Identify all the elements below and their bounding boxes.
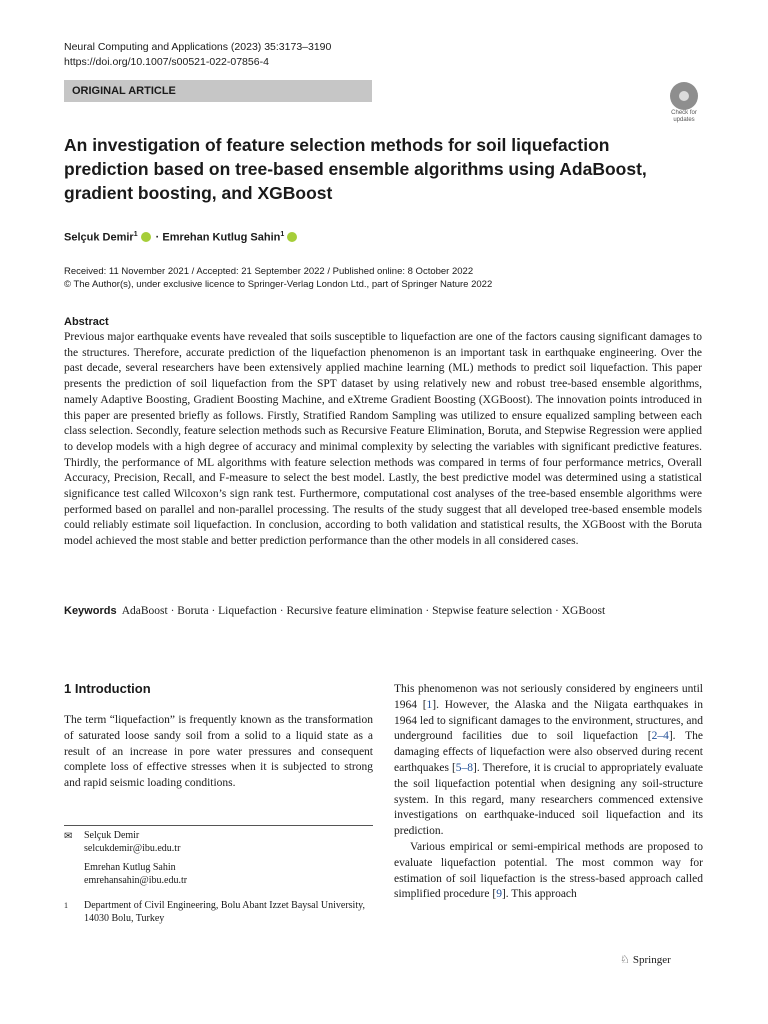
corresponding-author-name: Selçuk Demir [84,830,140,841]
abstract-text: Previous major earthquake events have revealed that soils susceptible to liquefaction are one of the factors causing significant damages to the structures. Therefore, accurate prediction of the liquefaction phenomenon is an important task in earthquake engineering. Over the past decade, several researchers have been extensively applied machine learning (ML) methods to predict soil liquefaction. This paper presents the prediction of soil liquefaction from the SPT dataset by using relatively new and robust tree-based ensemble algorithms, namely Adaptive Boosting, Gradient Boosting Machine, and eXtreme Gradient Boosting (XGBoost). The innovation points introduced in this paper are presented briefly as follows. Firstly, Stratified Random Sampling was utilized to ensure equalized sampling between each class selection. Secondly, feature selection methods such as Recursive Feature Elimination, Boruta, and Stepwise Regression were applied to develop models with a high degree of accuracy and minimal complexity by selecting the variables with significant predictive features. Thirdly, the performance of ML algorithms with feature selection methods was compared in terms of four performance metrics, Overall Accuracy, Precision, Recall, and F-measure to select the best model. Lastly, the best predictive model was determined using a statistical significance test called Wilcoxon’s sign rank test. Furthermore, computational cost analyses of the tree-based ensemble algorithms were performed based on parallel and non-parallel processing. The results of the study suggest that all developed tree-based ensemble models could reliably estimate soil liquefaction. In conclusion, according to both validation and statistical results, the XGBoost with the Boruta model achieved the most stable and better prediction performance than the other models in all considered cases. [64,331,702,548]
orcid-icon[interactable] [141,232,151,242]
keywords [64,603,702,619]
check-updates-icon [670,82,698,110]
right-paragraph-2: Various empirical or semi-empirical methods are proposed to evaluate liquefaction potential. The most common way for estimation of soil liquefaction is the stress-based approach called simplified procedure [9]. This approach [394,840,703,901]
author-affil-sup: 1 [133,231,138,238]
abstract-heading: Abstract [64,316,109,328]
badge-line2: updates [673,117,695,123]
section-heading-introduction: 1 Introduction [64,681,151,696]
article-type-bar [64,80,372,102]
article-type-label: ORIGINAL ARTICLE [72,85,176,97]
author-name[interactable]: Selçuk Demir [64,231,134,244]
journal-citation: Neural Computing and Applications (2023) 35:3173–3190 [64,41,332,53]
keywords-list: AdaBoost · Boruta · Liquefaction · Recursive feature elimination · Stepwise feature selection · XGBoost [121,605,606,617]
author-name[interactable]: Emrehan Kutlug Sahin [162,231,281,244]
doi-link[interactable]: https://doi.org/10.1007/s00521-022-07856-4 [64,56,269,68]
corresponding-author-email[interactable]: selcukdemir@ibu.edu.tr [84,843,181,854]
springer-horse-icon: ♘ [620,954,630,966]
copyright-notice: © The Author(s), under exclusive licence to Springer-Verlag London Ltd., part of Springer Nature 2022 [64,279,493,290]
intro-paragraph: The term “liquefaction” is frequently known as the transformation of saturated loose sandy soil from a solid to a liquid state as a result of an increase in pore water pressures and consequent complete loss of effective stresses when it is subjected to strong and rapid seismic loading conditions. [64,714,373,790]
right-column-text [394,682,703,903]
coauthor-name: Emrehan Kutlug Sahin [84,862,176,873]
orcid-icon[interactable] [287,232,297,242]
footnote-block [64,829,373,925]
check-for-updates-badge[interactable] [664,82,704,124]
keywords-label: Keywords [64,605,117,617]
footnote-divider [64,825,373,826]
reference-link[interactable]: 5–8 [455,761,474,774]
reference-link[interactable]: 9 [496,888,502,901]
affiliation-text: Department of Civil Engineering, Bolu Abant Izzet Baysal University, 14030 Bolu, Turkey [84,900,365,924]
author-affil-sup: 1 [280,231,285,238]
affiliation-number: 1 [64,901,68,910]
mail-icon: ✉ [64,831,73,842]
publication-dates: Received: 11 November 2021 / Accepted: 21 September 2022 / Published online: 8 October 2022 [64,266,474,277]
reference-link[interactable]: 2–4 [651,730,669,743]
reference-link[interactable]: 1 [426,698,433,711]
coauthor-email[interactable]: emrehansahin@ibu.edu.tr [84,875,188,886]
right-paragraph-1: This phenomenon was not seriously considered by engineers until 1964 [1]. However, the Alaska and the Niigata earthquakes in 1964 led to significant damages to the environment, structures, and underground facilities due to soil liquefaction [2–4]. The damaging effects of liquefaction were also observed during recent earthquakes [5–8]. Therefore, it is crucial to appropriately evaluate the soil liquefaction potential when designing any soil-structure system. In this regard, many researchers commenced extensive investigations on earthquake-induced soil liquefaction and its prediction. [394,683,703,838]
publisher-name: Springer [632,954,671,966]
publisher-footer [620,953,671,967]
authors-line [64,228,299,245]
badge-line1: Check for [671,110,697,116]
paper-title: An investigation of feature selection methods for soil liquefaction prediction based on tree-based ensemble algorithms using AdaBoost, gradient boosting, and XGBoost [64,135,647,203]
author-separator: · [155,231,160,244]
